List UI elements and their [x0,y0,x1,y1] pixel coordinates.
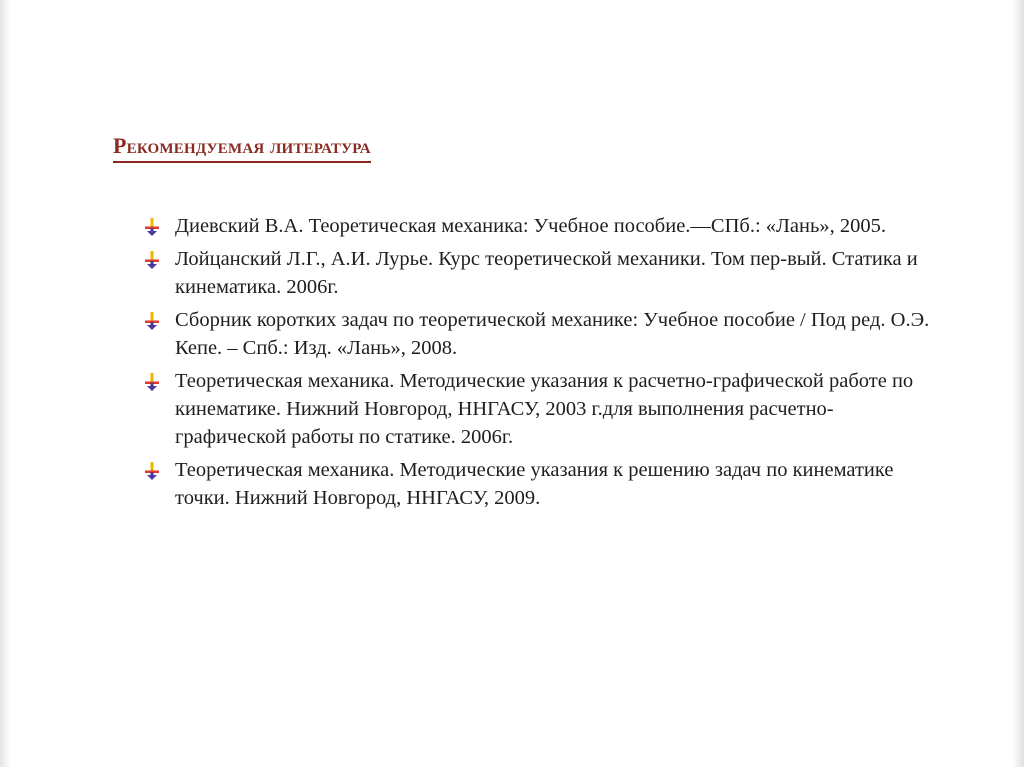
arrow-down-bullet-icon [143,218,161,236]
reference-text: Теоретическая механика. Методические указания к решению задач по кинематике точки. Нижний Новгород, ННГАСУ, 2009. [175,459,894,509]
reference-list [143,212,933,517]
page-shadow-left [0,0,10,767]
page-shadow-right [1012,0,1024,767]
reference-text: Теоретическая механика. Методические указания к расчетно-графической работе по кинематике. Нижний Новгород, ННГАСУ, 2003 г.для выполнения расчетно-графической работы по статике. 2006г. [175,370,914,448]
list-item [143,212,933,240]
list-item [143,245,933,301]
reference-text: Диевский В.А. Теоретическая механика: Учебное пособие.—СПб.: «Лань», 2005. [175,215,886,237]
list-item [143,306,933,362]
arrow-down-bullet-icon [143,462,161,480]
arrow-down-bullet-icon [143,251,161,269]
section-heading: Рекомендуемая литература [113,133,371,163]
arrow-down-bullet-icon [143,312,161,330]
reference-text: Сборник коротких задач по теоретической механике: Учебное пособие / Под ред. О.Э. Кепе. – Спб.: Изд. «Лань», 2008. [175,309,930,359]
list-item [143,367,933,451]
reference-text: Лойцанский Л.Г., А.И. Лурье. Курс теоретической механики. Том пер-вый. Статика и кинематика. 2006г. [175,248,918,298]
arrow-down-bullet-icon [143,373,161,391]
list-item [143,456,933,512]
